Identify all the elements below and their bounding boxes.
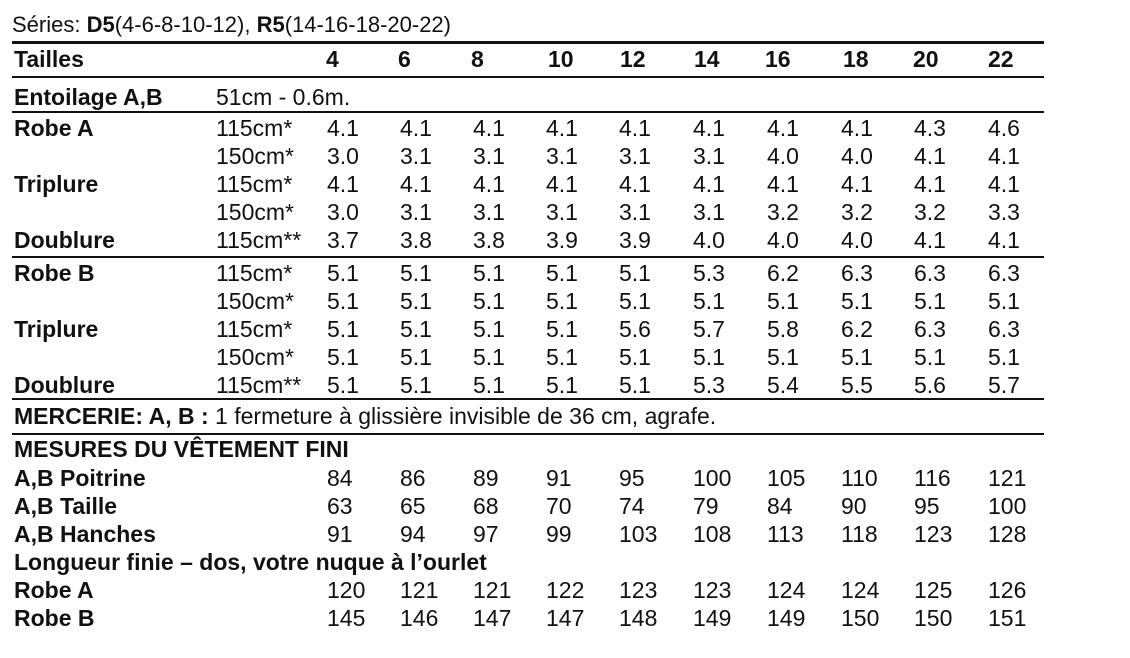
fabric-width: 150cm* <box>216 143 294 169</box>
finished-measurements-title: MESURES DU VÊTEMENT FINI <box>14 436 349 462</box>
table-cell: 3.0 <box>327 199 359 225</box>
table-cell: 3.2 <box>841 199 873 225</box>
table-cell: 5.3 <box>693 260 725 286</box>
length-cell: 147 <box>546 605 585 631</box>
measurement-cell: 95 <box>914 493 940 519</box>
table-cell: 6.3 <box>988 260 1020 286</box>
table-cell: 4.6 <box>988 115 1020 141</box>
measurement-cell: 84 <box>767 493 793 519</box>
length-cell: 120 <box>327 577 366 603</box>
interfacing-rule <box>12 111 1044 113</box>
measurement-cell: 63 <box>327 493 353 519</box>
measurement-cell: 116 <box>914 465 951 491</box>
series-line <box>12 14 451 36</box>
length-cell: 123 <box>693 577 732 603</box>
table-cell: 4.1 <box>473 171 505 197</box>
table-cell: 5.1 <box>473 372 505 398</box>
table-cell: 6.3 <box>914 316 946 342</box>
table-cell: 5.1 <box>619 344 651 370</box>
size-header: 16 <box>765 46 791 72</box>
row-label: Doublure <box>14 227 115 253</box>
series-d5-sizes: (4-6-8-10-12), <box>114 12 257 37</box>
length-cell: 145 <box>327 605 366 631</box>
table-cell: 5.1 <box>546 344 578 370</box>
table-cell: 5.1 <box>619 372 651 398</box>
length-label: Robe B <box>14 605 95 631</box>
length-cell: 126 <box>988 577 1027 603</box>
fabric-width: 115cm* <box>216 171 293 197</box>
size-header: 20 <box>913 46 939 72</box>
series-d5: D5 <box>86 12 115 37</box>
measurement-cell: 70 <box>546 493 572 519</box>
table-cell: 5.5 <box>841 372 873 398</box>
measurement-cell: 74 <box>619 493 645 519</box>
table-cell: 4.1 <box>473 115 505 141</box>
table-cell: 3.1 <box>693 143 725 169</box>
measurement-cell: 91 <box>546 465 572 491</box>
table-cell: 4.1 <box>914 227 946 253</box>
table-cell: 5.1 <box>473 260 505 286</box>
table-cell: 3.7 <box>327 227 359 253</box>
table-cell: 5.3 <box>693 372 725 398</box>
notions-label: MERCERIE: A, B : <box>14 403 216 429</box>
table-cell: 3.1 <box>619 143 651 169</box>
size-header: 12 <box>620 46 646 72</box>
measurement-cell: 110 <box>841 465 878 491</box>
length-cell: 123 <box>619 577 658 603</box>
table-cell: 4.1 <box>914 143 946 169</box>
table-cell: 6.2 <box>767 260 799 286</box>
notions-rule <box>12 433 1044 435</box>
table-cell: 5.1 <box>914 288 946 314</box>
series-r5: R5 <box>256 12 285 37</box>
table-cell: 3.0 <box>327 143 359 169</box>
table-cell: 5.1 <box>400 372 432 398</box>
fabric-width: 150cm* <box>216 288 294 314</box>
table-cell: 4.1 <box>327 171 359 197</box>
size-header: 18 <box>843 46 869 72</box>
table-cell: 5.1 <box>619 288 651 314</box>
interfacing-value: 51cm - 0.6m. <box>216 84 351 110</box>
table-cell: 5.1 <box>400 316 432 342</box>
measurement-cell: 108 <box>693 521 732 547</box>
section-b-rule <box>12 398 1044 400</box>
table-cell: 5.1 <box>767 344 799 370</box>
table-cell: 5.6 <box>914 372 946 398</box>
table-cell: 5.1 <box>841 288 873 314</box>
table-cell: 3.3 <box>988 199 1020 225</box>
table-cell: 5.1 <box>400 288 432 314</box>
table-cell: 3.1 <box>546 143 578 169</box>
table-cell: 4.0 <box>767 227 799 253</box>
table-cell: 5.1 <box>767 288 799 314</box>
table-cell: 5.1 <box>693 344 725 370</box>
row-label: Robe B <box>14 260 95 286</box>
table-cell: 5.1 <box>546 260 578 286</box>
table-cell: 3.1 <box>546 199 578 225</box>
measurement-cell: 103 <box>619 521 658 547</box>
table-cell: 5.7 <box>693 316 725 342</box>
measurement-cell: 68 <box>473 493 499 519</box>
measurement-cell: 94 <box>400 521 426 547</box>
measurement-label: A,B Hanches <box>14 521 156 547</box>
table-cell: 4.0 <box>767 143 799 169</box>
table-cell: 3.1 <box>400 199 432 225</box>
fabric-width: 115cm* <box>216 115 293 141</box>
table-cell: 5.1 <box>400 344 432 370</box>
table-cell: 5.1 <box>546 288 578 314</box>
measurement-cell: 79 <box>693 493 719 519</box>
table-cell: 5.1 <box>327 344 359 370</box>
series-r5-sizes: (14-16-18-20-22) <box>284 12 451 37</box>
series-label: Séries: <box>12 12 87 37</box>
table-cell: 5.1 <box>327 316 359 342</box>
length-cell: 125 <box>914 577 953 603</box>
table-cell: 5.1 <box>914 344 946 370</box>
table-cell: 4.1 <box>693 171 725 197</box>
table-cell: 5.1 <box>619 260 651 286</box>
size-header: 14 <box>694 46 720 72</box>
measurement-cell: 97 <box>473 521 499 547</box>
fabric-width: 115cm* <box>216 316 293 342</box>
length-cell: 146 <box>400 605 439 631</box>
table-cell: 3.1 <box>473 143 505 169</box>
table-cell: 4.1 <box>988 143 1020 169</box>
size-header: 6 <box>398 46 411 72</box>
table-cell: 3.1 <box>473 199 505 225</box>
table-cell: 5.4 <box>767 372 799 398</box>
measurement-cell: 113 <box>767 521 804 547</box>
table-cell: 4.1 <box>546 115 578 141</box>
notions-line <box>14 405 716 428</box>
table-cell: 5.7 <box>988 372 1020 398</box>
length-cell: 124 <box>767 577 806 603</box>
table-cell: 4.1 <box>988 227 1020 253</box>
table-cell: 3.8 <box>400 227 432 253</box>
header-bottom-rule <box>12 76 1044 78</box>
row-label: Robe A <box>14 115 94 141</box>
measurement-cell: 121 <box>988 465 1027 491</box>
table-cell: 3.1 <box>619 199 651 225</box>
table-cell: 4.1 <box>619 115 651 141</box>
table-cell: 3.2 <box>767 199 799 225</box>
table-cell: 4.1 <box>327 115 359 141</box>
table-cell: 5.1 <box>327 288 359 314</box>
size-header: 8 <box>471 46 484 72</box>
table-cell: 6.2 <box>841 316 873 342</box>
sizes-header-label: Tailles <box>14 46 84 72</box>
table-cell: 4.0 <box>841 227 873 253</box>
table-cell: 5.1 <box>988 344 1020 370</box>
size-header: 10 <box>548 46 574 72</box>
table-cell: 4.0 <box>693 227 725 253</box>
measurement-cell: 84 <box>327 465 353 491</box>
table-cell: 4.3 <box>914 115 946 141</box>
table-cell: 5.1 <box>841 344 873 370</box>
row-label: Triplure <box>14 316 99 342</box>
table-cell: 6.3 <box>841 260 873 286</box>
table-cell: 5.1 <box>473 316 505 342</box>
length-cell: 149 <box>693 605 732 631</box>
table-cell: 5.1 <box>327 260 359 286</box>
length-cell: 151 <box>988 605 1027 631</box>
table-cell: 6.3 <box>914 260 946 286</box>
table-cell: 5.1 <box>546 372 578 398</box>
table-cell: 5.1 <box>988 288 1020 314</box>
table-cell: 4.1 <box>841 171 873 197</box>
size-header: 22 <box>988 46 1014 72</box>
measurement-cell: 65 <box>400 493 426 519</box>
length-label: Robe A <box>14 577 94 603</box>
length-cell: 150 <box>914 605 953 631</box>
interfacing-label: Entoilage A,B <box>14 84 163 110</box>
measurement-cell: 90 <box>841 493 867 519</box>
table-cell: 4.0 <box>841 143 873 169</box>
measurement-cell: 95 <box>619 465 645 491</box>
table-cell: 3.9 <box>619 227 651 253</box>
measurement-cell: 105 <box>767 465 806 491</box>
fabric-width: 115cm* <box>216 260 293 286</box>
length-cell: 147 <box>473 605 512 631</box>
table-cell: 5.1 <box>327 372 359 398</box>
notions-text: 1 fermeture à glissière invisible de 36 cm, agrafe. <box>215 403 717 429</box>
length-cell: 122 <box>546 577 585 603</box>
table-cell: 5.1 <box>693 288 725 314</box>
row-label: Doublure <box>14 372 115 398</box>
table-cell: 3.2 <box>914 199 946 225</box>
finished-length-title: Longueur finie – dos, votre nuque à l’ourlet <box>14 549 487 575</box>
table-cell: 3.8 <box>473 227 505 253</box>
length-cell: 121 <box>400 577 439 603</box>
length-cell: 124 <box>841 577 880 603</box>
fabric-width: 150cm* <box>216 199 294 225</box>
table-cell: 5.1 <box>400 260 432 286</box>
measurement-cell: 100 <box>693 465 732 491</box>
table-cell: 4.1 <box>767 115 799 141</box>
size-header: 4 <box>326 46 339 72</box>
table-cell: 4.1 <box>767 171 799 197</box>
measurement-label: A,B Poitrine <box>14 465 146 491</box>
table-cell: 5.1 <box>546 316 578 342</box>
section-a-rule <box>12 256 1044 258</box>
fabric-width: 115cm** <box>216 372 302 398</box>
fabric-width: 115cm** <box>216 227 302 253</box>
measurement-cell: 118 <box>841 521 878 547</box>
table-cell: 4.1 <box>546 171 578 197</box>
measurement-label: A,B Taille <box>14 493 118 519</box>
measurement-cell: 86 <box>400 465 426 491</box>
measurement-cell: 100 <box>988 493 1027 519</box>
measurement-cell: 128 <box>988 521 1027 547</box>
table-cell: 4.1 <box>400 115 432 141</box>
measurement-cell: 91 <box>327 521 353 547</box>
table-cell: 4.1 <box>400 171 432 197</box>
header-top-rule <box>12 41 1044 44</box>
table-cell: 4.1 <box>693 115 725 141</box>
table-cell: 3.9 <box>546 227 578 253</box>
table-cell: 5.1 <box>473 344 505 370</box>
length-cell: 150 <box>841 605 880 631</box>
measurement-cell: 99 <box>546 521 572 547</box>
table-cell: 4.1 <box>914 171 946 197</box>
table-cell: 4.1 <box>841 115 873 141</box>
fabric-width: 150cm* <box>216 344 294 370</box>
table-cell: 5.8 <box>767 316 799 342</box>
length-cell: 149 <box>767 605 806 631</box>
table-cell: 5.6 <box>619 316 651 342</box>
table-cell: 6.3 <box>988 316 1020 342</box>
length-cell: 148 <box>619 605 658 631</box>
table-cell: 3.1 <box>693 199 725 225</box>
measurement-cell: 89 <box>473 465 499 491</box>
table-cell: 4.1 <box>988 171 1020 197</box>
measurement-cell: 123 <box>914 521 953 547</box>
table-cell: 3.1 <box>400 143 432 169</box>
table-cell: 4.1 <box>619 171 651 197</box>
length-cell: 121 <box>473 577 512 603</box>
table-cell: 5.1 <box>473 288 505 314</box>
row-label: Triplure <box>14 171 99 197</box>
